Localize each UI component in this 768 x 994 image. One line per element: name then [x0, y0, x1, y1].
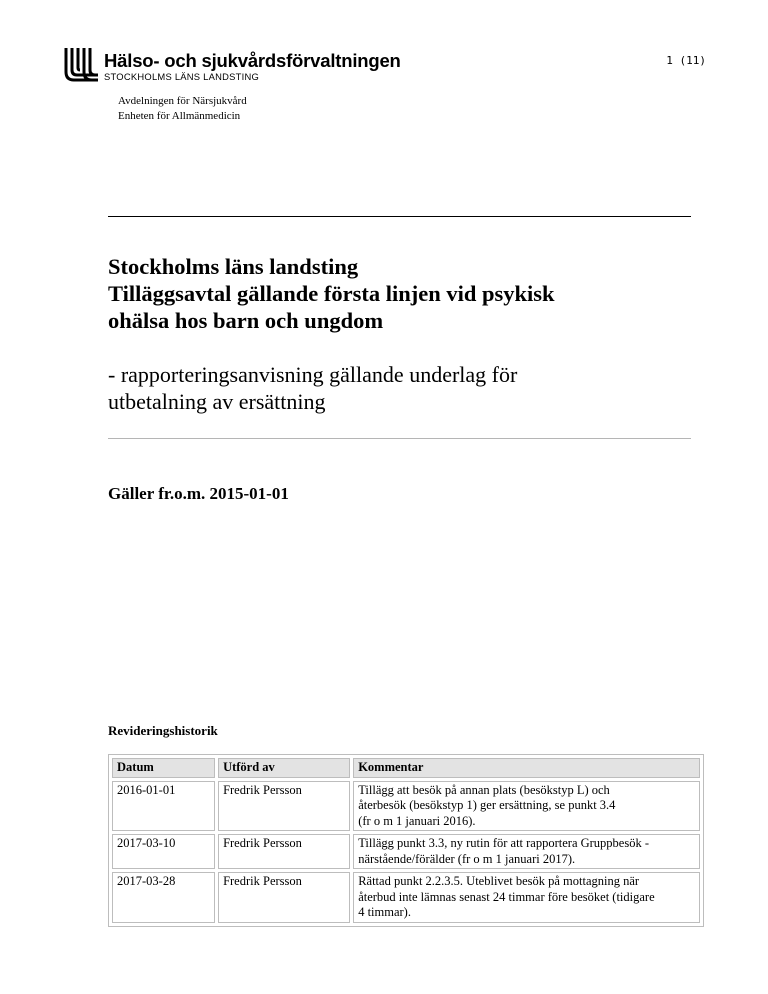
revision-history-heading: Revideringshistorik: [108, 723, 218, 738]
document-title: [108, 253, 708, 334]
column-header-by: Utförd av: [218, 758, 350, 778]
row-author: Fredrik Persson: [218, 781, 350, 832]
comment-line: återbud inte lämnas senast 24 timmar före besöket (tidigare: [358, 889, 655, 904]
revision-history-table: [108, 754, 704, 927]
org-name: Hälso- och sjukvårdsförvaltningen: [104, 50, 401, 71]
subtitle-line-1: - rapporteringsanvisning gällande underlag för: [108, 362, 518, 387]
comment-line: 4 timmar).: [358, 905, 411, 919]
table-row: [112, 834, 700, 869]
row-author: Fredrik Persson: [218, 834, 350, 869]
comment-line: Rättad punkt 2.2.3.5. Uteblivet besök på mottagning när: [358, 874, 640, 888]
sll-logo-icon: [62, 46, 100, 84]
page-number: 1 (11): [666, 54, 706, 67]
title-line-3: ohälsa hos barn och ungdom: [108, 308, 384, 333]
subtitle-line-2: utbetalning av ersättning: [108, 389, 326, 414]
row-date: 2017-03-28: [112, 872, 215, 923]
row-author: Fredrik Persson: [218, 872, 350, 923]
column-header-date: Datum: [112, 758, 215, 778]
title-line-1: Stockholms läns landsting: [108, 254, 359, 279]
table-row: [112, 872, 700, 923]
document-subtitle: [108, 361, 708, 415]
row-comment: [353, 834, 700, 869]
title-divider: [108, 438, 691, 439]
row-comment: [353, 781, 700, 832]
department-name: Avdelningen för Närsjukvård: [118, 95, 247, 107]
comment-line: Tillägg punkt 3.3, ny rutin för att rapportera Gruppbesök -: [358, 836, 650, 850]
row-date: 2016-01-01: [112, 781, 215, 832]
comment-line: Tillägg att besök på annan plats (besökstyp L) och: [358, 782, 610, 797]
column-header-comment: Kommentar: [353, 758, 700, 778]
unit-info: [118, 94, 247, 124]
valid-from: Gäller fr.o.m. 2015-01-01: [108, 484, 289, 503]
row-date: 2017-03-10: [112, 834, 215, 869]
table-header-row: [112, 758, 700, 778]
comment-line: återbesök (besökstyp 1) ger ersättning, se punkt 3.4: [358, 798, 616, 812]
table-row: [112, 781, 700, 832]
header-divider: [108, 216, 691, 217]
org-subtitle: STOCKHOLMS LÄNS LANDSTING: [104, 71, 260, 82]
header-logo: [62, 46, 432, 86]
title-line-2: Tilläggsavtal gällande första linjen vid psykisk: [108, 281, 555, 306]
comment-line: (fr o m 1 januari 2016).: [358, 813, 476, 828]
unit-name: Enheten för Allmänmedicin: [118, 110, 241, 122]
row-comment: [353, 872, 700, 923]
comment-line: närstående/förälder (fr o m 1 januari 2017).: [358, 851, 576, 866]
